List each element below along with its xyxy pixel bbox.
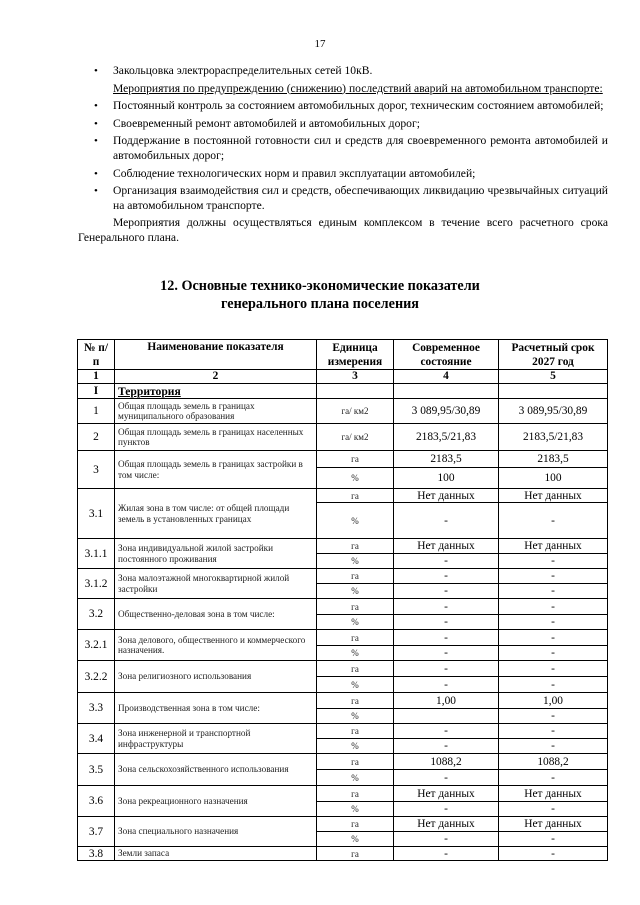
row-current-value: Нет данных [394,489,499,503]
row-current-value: - [394,770,499,786]
row-name: Общественно-деловая зона в том числе: [115,599,317,630]
row-unit: га [317,693,394,709]
header-name: Наименование показателя [115,340,317,370]
header-num: № п/п [78,340,115,370]
row-name: Жилая зона в том числе: от общей площади земель в установленных границах [115,489,317,539]
row-unit: % [317,503,394,539]
table-row [78,424,608,451]
bullet-item: • Организация взаимодействия сил и средств, обеспечивающих ликвидацию чрезвычайных ситуаций на автомобильном транспорте. [78,184,608,213]
row-num: 3.1 [78,489,115,539]
row-current-value: 2183,5/21,83 [394,424,499,451]
row-current-value: Нет данных [394,817,499,832]
row-unit: % [317,739,394,754]
row-current-value: - [394,569,499,584]
row-name: Общая площадь земель в границах застройки в том числе: [115,451,317,489]
row-unit: га [317,847,394,861]
row-current-value: - [394,661,499,677]
row-current-value: - [394,847,499,861]
bullet-item: • Соблюдение технологических норм и правил эксплуатации автомобилей; [78,167,608,182]
col-number: 1 [78,370,115,384]
row-planned-value: - [499,554,608,569]
row-num: 1 [78,399,115,424]
row-current-value: - [394,724,499,739]
row-unit: га [317,754,394,770]
row-name: Зона рекреационного назначения [115,786,317,817]
row-planned-value: 2183,5 [499,451,608,468]
row-unit: % [317,832,394,847]
row-planned-value: - [499,630,608,646]
row-current-value: 2183,5 [394,451,499,468]
heading-line-2: генерального плана поселения [221,296,419,312]
row-num: 3.5 [78,754,115,786]
row-planned-value: Нет данных [499,489,608,503]
table-row [78,786,608,802]
row-current-value: - [394,630,499,646]
row-unit: га [317,724,394,739]
row-num: 3.4 [78,724,115,754]
row-current-value: - [394,584,499,599]
row-planned-value: - [499,503,608,539]
row-planned-value: - [499,847,608,861]
row-num: 2 [78,424,115,451]
row-name: Зона малоэтажной многоквартирной жилой застройки [115,569,317,599]
row-planned-value: - [499,569,608,584]
row-num: 3.3 [78,693,115,724]
row-planned-value: 2183,5/21,83 [499,424,608,451]
row-planned-value: 1,00 [499,693,608,709]
row-unit: % [317,584,394,599]
row-planned-value: - [499,677,608,693]
row-current-value [394,709,499,724]
row-unit: га [317,451,394,468]
row-name: Зона сельскохозяйственного использования [115,754,317,786]
table-row [78,599,608,615]
row-unit: % [317,646,394,661]
row-num: 3.6 [78,786,115,817]
row-planned-value: - [499,661,608,677]
row-unit: % [317,468,394,489]
row-num: 3.1.2 [78,569,115,599]
row-num: 3.2 [78,599,115,630]
row-planned-value: 1088,2 [499,754,608,770]
row-unit: % [317,677,394,693]
bullet-item: • Постоянный контроль за состоянием автомобильных дорог, техническим состоянием автомобилей; [78,99,608,114]
row-num: 3.2.1 [78,630,115,661]
row-planned-value: Нет данных [499,817,608,832]
table-row [78,539,608,554]
row-current-value: - [394,503,499,539]
table-header-row [78,340,608,370]
row-planned-value: - [499,739,608,754]
row-num: 3.8 [78,847,115,861]
row-unit: га/ км2 [317,424,394,451]
row-planned-value: Нет данных [499,539,608,554]
table-row [78,630,608,646]
row-name: Общая площадь земель в границах населенных пунктов [115,424,317,451]
heading-line-1: 12. Основные технико-экономические показатели [160,278,480,294]
row-current-value: Нет данных [394,539,499,554]
table-row [78,569,608,584]
row-current-value: 100 [394,468,499,489]
section-heading [0,277,640,313]
bullet-item: • Закольцовка электрораспределительных сетей 10кВ. [78,64,608,79]
row-current-value: - [394,554,499,569]
row-unit: % [317,802,394,817]
header-current: Современное состояние [394,340,499,370]
row-current-value: 3 089,95/30,89 [394,399,499,424]
row-unit: га [317,661,394,677]
row-unit: % [317,554,394,569]
row-unit: га [317,569,394,584]
row-unit: га [317,539,394,554]
table-row [78,847,608,861]
col-number: 5 [499,370,608,384]
row-current-value: - [394,646,499,661]
indicators-table [77,339,608,861]
row-current-value: - [394,832,499,847]
row-num: 3 [78,451,115,489]
row-current-value: - [394,739,499,754]
row-planned-value: 100 [499,468,608,489]
row-unit: га/ км2 [317,399,394,424]
row-unit: га [317,599,394,615]
row-planned-value: Нет данных [499,786,608,802]
page-number: 17 [314,38,326,50]
body-text [78,64,608,249]
row-current-value: - [394,802,499,817]
row-unit: га [317,786,394,802]
table-row [78,693,608,709]
row-num: 3.2.2 [78,661,115,693]
row-unit: % [317,709,394,724]
closing-paragraph: Мероприятия должны осуществляться единым комплексом в течение всего расчетного срока Генерального плана. [78,216,608,244]
row-unit: га [317,817,394,832]
row-unit: га [317,630,394,646]
row-num: 3.1.1 [78,539,115,569]
row-name: Зона индивидуальной жилой застройки постоянного проживания [115,539,317,569]
underlined-subheading: Мероприятия по предупреждению (снижению) последствий аварий на автомобильном транспорте: [113,81,603,95]
section-title: Территория [118,385,181,398]
row-current-value: - [394,615,499,630]
row-unit: га [317,489,394,503]
row-planned-value: - [499,709,608,724]
row-planned-value: - [499,646,608,661]
row-planned-value: - [499,599,608,615]
table-row [78,399,608,424]
row-planned-value: - [499,615,608,630]
row-name: Общая площадь земель в границах муниципального образования [115,399,317,424]
row-current-value: - [394,599,499,615]
row-current-value: - [394,677,499,693]
row-unit: % [317,615,394,630]
row-name: Зона делового, общественного и коммерческого назначения. [115,630,317,661]
row-name: Зона инженерной и транспортной инфраструктуры [115,724,317,754]
row-name: Зона специального назначения [115,817,317,847]
col-number: 3 [317,370,394,384]
row-name: Зона религиозного использования [115,661,317,693]
section-row [78,384,608,399]
row-current-value: Нет данных [394,786,499,802]
table-row [78,817,608,832]
row-num: 3.7 [78,817,115,847]
row-planned-value: 3 089,95/30,89 [499,399,608,424]
row-planned-value: - [499,802,608,817]
col-number: 2 [115,370,317,384]
bullet-item: • Поддержание в постоянной готовности сил и средств для своевременного ремонта автомобилей и автомобильных дорог; [78,134,608,163]
header-unit: Единица измерения [317,340,394,370]
section-name [115,384,317,399]
row-planned-value: - [499,724,608,739]
header-planned: Расчетный срок 2027 год [499,340,608,370]
column-number-row [78,370,608,384]
col-number: 4 [394,370,499,384]
row-name: Земли запаса [115,847,317,861]
bullet-item: • Своевременный ремонт автомобилей и автомобильных дорог; [78,117,608,132]
table-row [78,754,608,770]
row-planned-value: - [499,770,608,786]
row-current-value: 1,00 [394,693,499,709]
row-planned-value: - [499,832,608,847]
table-row [78,724,608,739]
section-num: I [78,384,115,399]
row-unit: % [317,770,394,786]
row-planned-value: - [499,584,608,599]
row-name: Производственная зона в том числе: [115,693,317,724]
table-row [78,451,608,468]
table-row [78,661,608,677]
table-row [78,489,608,503]
row-current-value: 1088,2 [394,754,499,770]
